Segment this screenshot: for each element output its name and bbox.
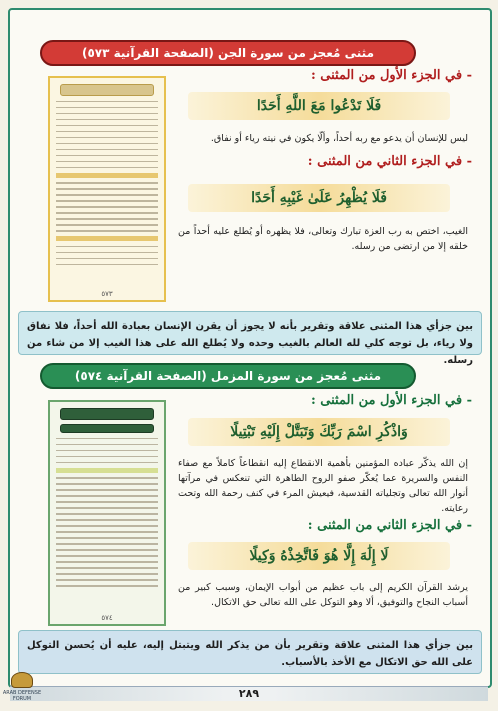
section1-part1-heading: - في الجزء الأول من المثنى : xyxy=(310,68,472,83)
mushaf-page-image-574 xyxy=(48,400,166,626)
section2-part2-heading: - في الجزء الثاني من المثنى : xyxy=(307,518,472,533)
section1-summary: بين جزأي هذا المثنى علاقة وتقرير بأنه لا يجوز أن يقرن الإنسان بعبادة الله أحداً، فلا نفاق ولا رياء، بل توجه كلي لله العالم بالغيب وحده ولا يُطلع الله على هذا الغيب إلا من شاء من رسله. xyxy=(18,311,482,355)
forum-logo xyxy=(2,672,42,702)
section2-part1-verse: وَاذْكُرِ اسْمَ رَبِّكَ وَتَبَتَّلْ إِلَيْهِ تَبْتِيلًا xyxy=(188,418,450,446)
mushaf-page-image-573 xyxy=(48,76,166,302)
page-number: ٢٨٩ xyxy=(10,686,488,701)
section1-part2-verse: فَلَا يُظْهِرُ عَلَىٰ غَيْبِهِ أَحَدًا xyxy=(188,184,450,212)
mushaf-page-number: ٥٧٣ xyxy=(101,290,113,298)
section1-part1-verse: فَلَا تَدْعُوا مَعَ اللَّهِ أَحَدًا xyxy=(188,92,450,120)
section2-part1-heading: - في الجزء الأول من المثنى : xyxy=(310,393,472,408)
section2-title: مثنى مُعجز من سورة المزمل (الصفحة القرآنية ٥٧٤) xyxy=(40,363,416,389)
section1-part2-heading: - في الجزء الثاني من المثنى : xyxy=(307,154,472,169)
section1-part1-text: ليس للإنسان أن يدعو مع ربه أحداً، وألّا يكون في نيته رياء أو نفاق. xyxy=(210,133,468,144)
section2-part1-text: إن الله يذكّر عباده المؤمنين بأهمية الانقطاع إليه انقطاعاً كاملاً مع صفاء النفس والسريرة عما يُعكّر صفو الروح الطاهرة التي تنعكس في مرآتها أنوار الله تعالى وتجلياته القدسية، فيعيش المرء في كنف رحمة الله وتحت رعايته. xyxy=(178,458,468,514)
section1-title: مثنى مُعجز من سورة الجن (الصفحة القرآنية ٥٧٣) xyxy=(40,40,416,66)
section2-part2-verse: لَا إِلَٰهَ إِلَّا هُوَ فَاتَّخِذْهُ وَكِيلًا xyxy=(188,542,450,570)
mushaf-page-number: ٥٧٤ xyxy=(101,614,113,622)
section1-part2-text: الغيب، اختص به رب العزة تبارك وتعالى، فلا يظهره أو يُطلع عليه أحداً من خلقه إلا من ارتضى من رسله. xyxy=(178,226,468,252)
section2-part2-text: يرشد القرآن الكريم إلى باب عظيم من أبواب الإيمان، وسبب كبير من أسباب النجاح والتوفيق، ألا وهو التوكل على الله تعالى حق الاتكال. xyxy=(178,582,468,608)
emblem-icon xyxy=(11,672,33,688)
section2-summary: بين جزأي هذا المثنى علاقة وتقرير بأن من يذكر الله ويتبتل إليه، عليه أن يُحسن التوكل على الله حق الاتكال مع الأخذ بالأسباب. xyxy=(18,630,482,674)
logo-text: ARAB DEFENSE FORUM xyxy=(2,690,42,702)
